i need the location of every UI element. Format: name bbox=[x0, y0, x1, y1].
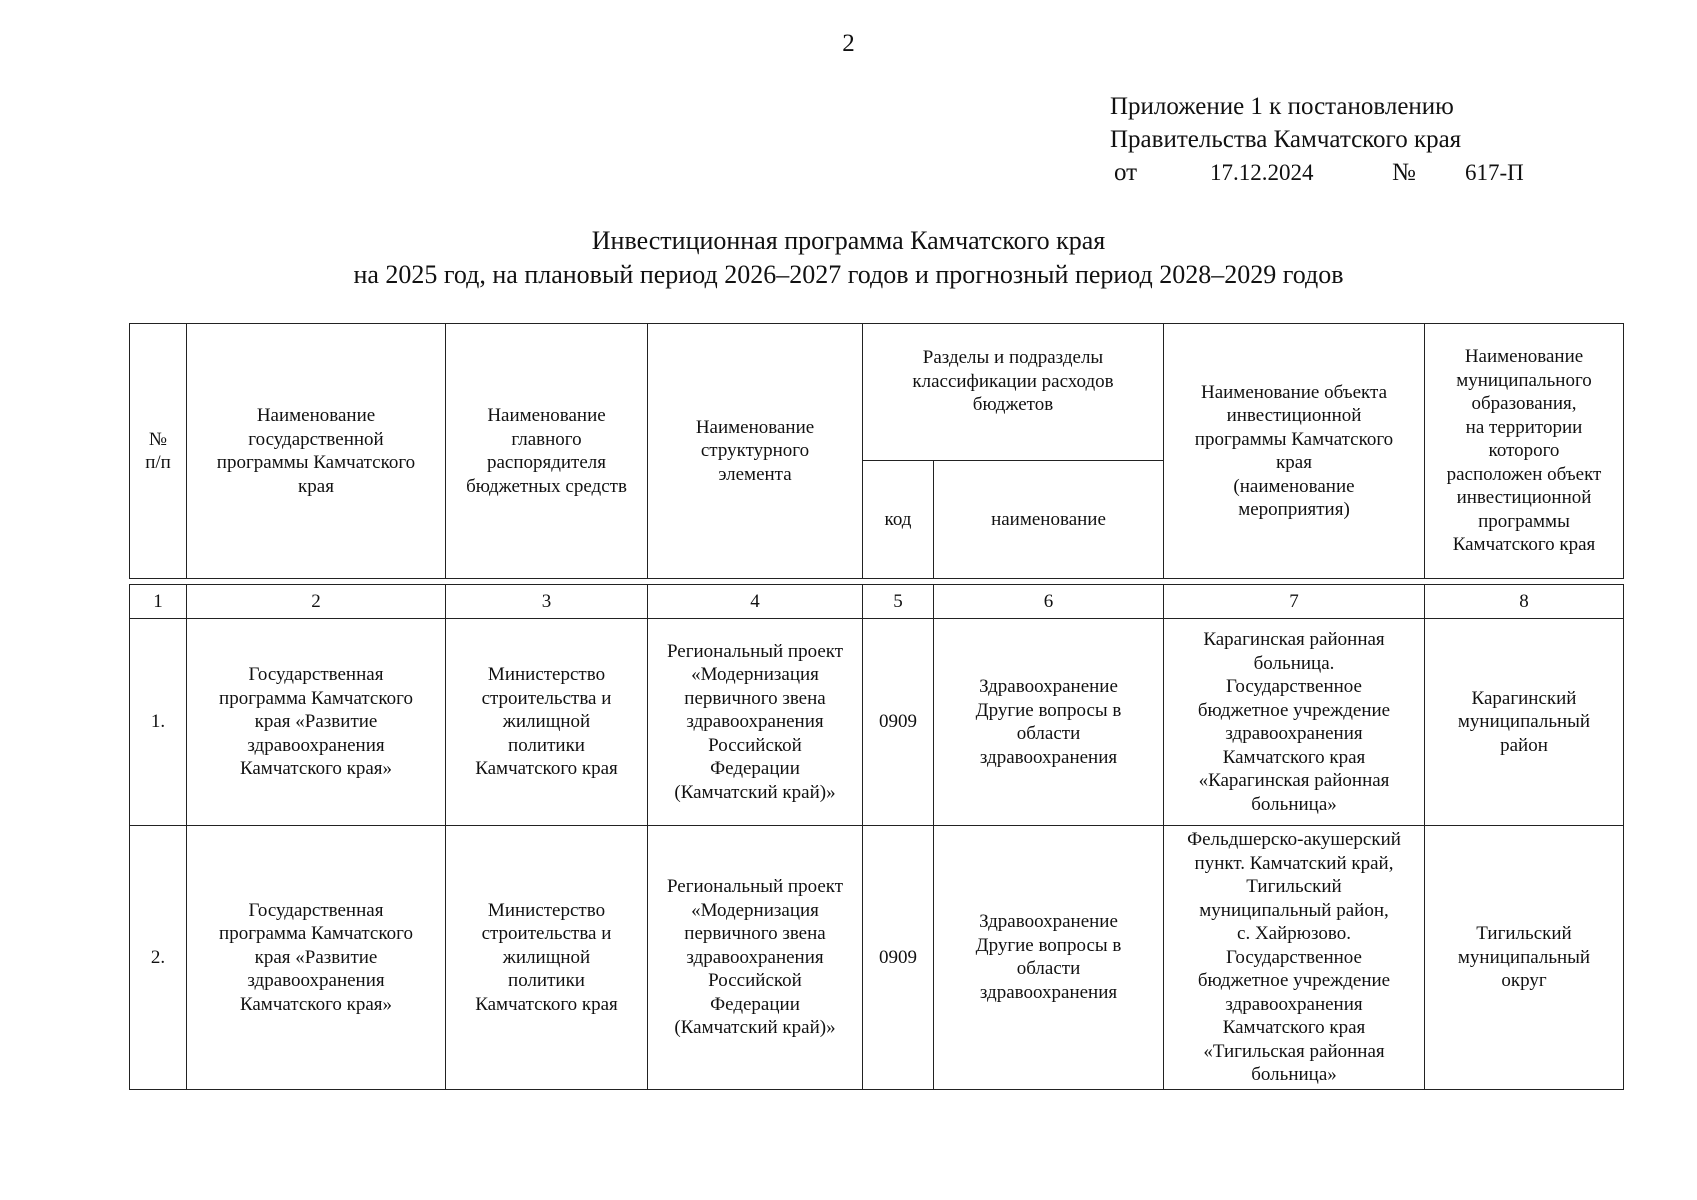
column-number: 6 bbox=[934, 585, 1164, 619]
document-title bbox=[0, 224, 1697, 292]
code-cell: 0909 bbox=[863, 619, 934, 826]
row-number: 1. bbox=[130, 619, 187, 826]
program-cell: Государственная программа Камчатского края «Развитие здравоохранения Камчатского края» bbox=[187, 826, 446, 1090]
table-body bbox=[129, 584, 1624, 1090]
date-prefix: от bbox=[1114, 159, 1138, 186]
header-classification: Разделы и подразделы классификации расходов бюджетов bbox=[863, 324, 1164, 461]
manager-cell: Министерство строительства и жилищной политики Камчатского края bbox=[446, 826, 648, 1090]
appendix-block bbox=[1110, 90, 1524, 190]
title-line-2: на 2025 год, на плановый период 2026–2027 годов и прогнозный период 2028–2029 годов bbox=[353, 260, 1344, 289]
title-line-1: Инвестиционная программа Камчатского края bbox=[591, 226, 1106, 255]
column-number: 1 bbox=[130, 585, 187, 619]
manager-cell: Министерство строительства и жилищной политики Камчатского края bbox=[446, 619, 648, 826]
code-name-cell: Здравоохранение Другие вопросы в области здравоохранения bbox=[934, 826, 1164, 1090]
table-row bbox=[130, 826, 1624, 1090]
code-cell: 0909 bbox=[863, 826, 934, 1090]
column-number: 2 bbox=[187, 585, 446, 619]
municipality-cell: Тигильский муниципальный округ bbox=[1425, 826, 1624, 1090]
column-number: 5 bbox=[863, 585, 934, 619]
row-number: 2. bbox=[130, 826, 187, 1090]
element-cell: Региональный проект «Модернизация первичного звена здравоохранения Российской Федерации (Камчатский край)» bbox=[648, 826, 863, 1090]
header-element: Наименование структурного элемента bbox=[648, 324, 863, 579]
number-sign: № bbox=[1392, 159, 1416, 186]
column-number: 4 bbox=[648, 585, 863, 619]
appendix-date-number bbox=[1110, 156, 1524, 190]
appendix-line-2: Правительства Камчатского края bbox=[1110, 126, 1462, 153]
header-manager: Наименование главного распорядителя бюджетных средств bbox=[446, 324, 648, 579]
resolution-number: 617-П bbox=[1465, 160, 1524, 185]
header-number: № п/п bbox=[130, 324, 187, 579]
element-cell: Региональный проект «Модернизация первичного звена здравоохранения Российской Федерации (Камчатский край)» bbox=[648, 619, 863, 826]
header-municipality: Наименование муниципального образования, на территории которого расположен объект инвестиционной программы Камчатского края bbox=[1425, 324, 1624, 579]
municipality-cell: Карагинский муниципальный район bbox=[1425, 619, 1624, 826]
column-number-row bbox=[130, 585, 1624, 619]
column-number: 3 bbox=[446, 585, 648, 619]
column-number: 8 bbox=[1425, 585, 1624, 619]
object-cell: Фельдшерско-акушерский пункт. Камчатский край, Тигильский муниципальный район, с. Хайрюзово. Государственное бюджетное учреждение здравоохранения Камчатского края «Тигильская районная больница» bbox=[1164, 826, 1425, 1090]
resolution-date: 17.12.2024 bbox=[1210, 160, 1314, 185]
appendix-line-1: Приложение 1 к постановлению bbox=[1110, 93, 1454, 120]
column-number: 7 bbox=[1164, 585, 1425, 619]
code-name-cell: Здравоохранение Другие вопросы в области здравоохранения bbox=[934, 619, 1164, 826]
header-code-name: наименование bbox=[934, 461, 1164, 579]
table-row bbox=[130, 619, 1624, 826]
header-code: код bbox=[863, 461, 934, 579]
header-object: Наименование объекта инвестиционной программы Камчатского края (наименование мероприятия) bbox=[1164, 324, 1425, 579]
table-header bbox=[129, 323, 1624, 579]
header-program: Наименование государственной программы Камчатского края bbox=[187, 324, 446, 579]
object-cell: Карагинская районная больница. Государственное бюджетное учреждение здравоохранения Камчатского края «Карагинская районная больница» bbox=[1164, 619, 1425, 826]
page-number: 2 bbox=[842, 30, 855, 57]
program-cell: Государственная программа Камчатского края «Развитие здравоохранения Камчатского края» bbox=[187, 619, 446, 826]
